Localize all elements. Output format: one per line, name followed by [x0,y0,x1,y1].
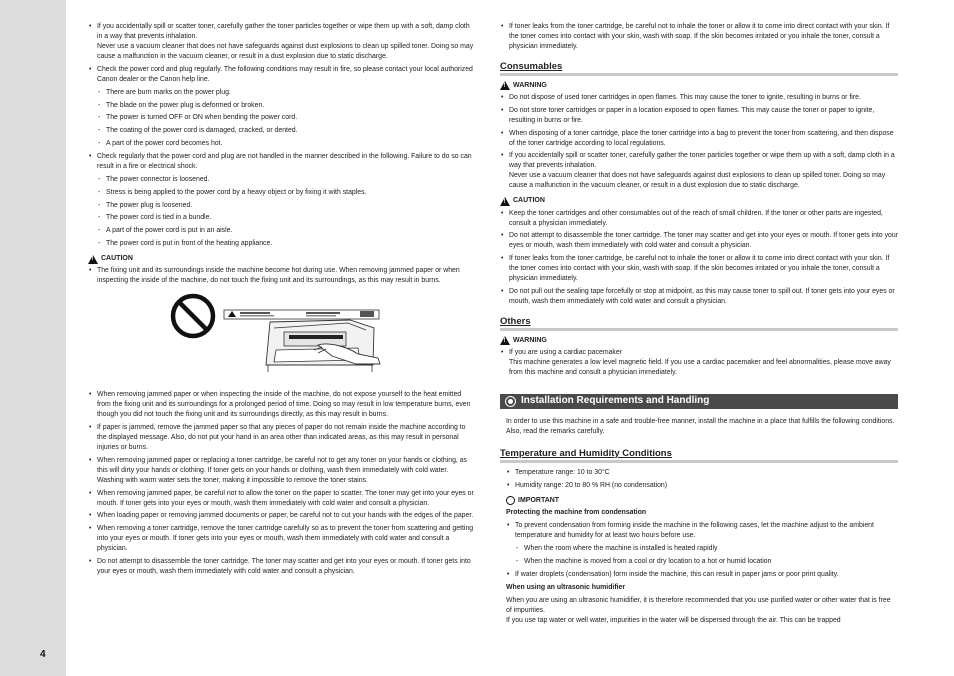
list-item: • If toner leaks from the toner cartridge, be careful not to inhale the toner or allow it to come into direct contact with your skin. If the toner comes into contact with your skin, wash with soap. If the skin becomes irritated or you inhale the toner, consult a physician immediately. [500,254,898,284]
warning-triangle-icon [88,255,98,264]
subheading: When using an ultrasonic humidifier [506,583,626,591]
list-item: • If you accidentally spill or scatter toner, carefully gather the toner particles together or wipe them up with a soft, damp cloth in a way that prevents inhalation. Never use a vacuum cleaner that does not have safeguards against dust explosions to clean up spilled toner. Doing so may cause a malfunction in the vacuum cleaner, or result in a dust explosion due to static discharge. [88,22,476,62]
paragraph: When you are using an ultrasonic humidifier, it is therefore recommended that you use purified water or other water that is free of impurities. [506,596,891,614]
left-column [88,22,476,580]
list-item: • To prevent condensation from forming inside the machine in the following cases, let the machine adjust to the ambient temperature and humidity for at least two hours before use. - When the room where the machine is installed is heated rapidly - When the machine is moved from a cool or dry location to a hot or humid location [506,521,898,567]
page-margin-band [0,0,66,676]
list-item: • Check the power cord and plug regularly. The following conditions may result in fire, so please contact your local authorized Canon dealer or the Canon help line. - There are burn marks on the power plug. - The blade on the power plug is deformed or broken. - The power is turned OFF or ON when bending the power cord. - The coating of the power cord is damaged, cracked, or dented. - A part of the power cord becomes hot. [88,65,476,149]
list-item: • If toner leaks from the toner cartridge, be careful not to inhale the toner or allow it to come into direct contact with your skin. If the toner comes into contact with your skin, wash with soap. If the skin becomes irritated or you inhale the toner, consult a physician immediately. [500,22,898,52]
sub-list-item: - There are burn marks on the power plug. [97,88,476,98]
subheading: Protecting the machine from condensation [506,508,647,516]
fixing-unit-figure [88,290,476,382]
list-item: • When removing jammed paper or replacing a toner cartridge, be careful not to get any toner on your hands or clothing, as this will dirty your hands or clothing. If toner gets on your hands or clothing, wash them immediately with cold water. Washing with warm water sets the toner, making it impossible to remove the toner stains. [88,456,476,486]
toner-leak-list [500,22,898,52]
sub-list-item: - A part of the power cord becomes hot. [97,139,476,149]
safety-list-top [88,22,476,249]
sub-list-item: - The power plug is loosened. [97,201,476,211]
caution-label: ! CAUTION [500,196,898,206]
section-heading-consumables: Consumables [500,62,898,76]
sub-list-item: - The coating of the power cord is damaged, cracked, or dented. [97,126,476,136]
caution-label [88,254,476,264]
right-column [500,22,898,626]
list-item: • Do not attempt to disassemble the toner cartridge. The toner may scatter and get into your eyes or mouth. If toner gets into your eyes or mouth, wash them immediately with cold water and consult a physician. [500,231,898,251]
list-item: • When loading paper or removing jammed documents or paper, be careful not to cut your hands with the edges of the paper. [88,511,476,521]
list-item: • Check regularly that the power cord and plug are not handled in the manner described in the following. Failure to do so can result in a fire or electrical shock. - The power connector is loosened. - Stress is being applied to the power cord by a heavy object or by fixing it with staples. - The power plug is loosened. - The power cord is tied in a bundle. - A part of the power cord is put in an aisle. - The power cord is put in front of the heating appliance. [88,152,476,249]
list-item: • Do not attempt to disassemble the toner cartridge. The toner may scatter and get into your eyes or mouth. If toner gets into your eyes or mouth, wash them immediately with cold water and consult a physician. [88,557,476,577]
list-item: • The fixing unit and its surroundings inside the machine become hot during use. When removing jammed paper or when inspecting the inside of the machine, do not touch the fixing unit and its surroundings, as this may result in burns. [88,266,476,286]
condensation-list [506,521,898,580]
consumables-caution-list [500,209,898,307]
list-item: • If water droplets (condensation) form inside the machine, this can result in paper jams or poor print quality. [506,570,898,580]
sub-list-item: - The blade on the power plug is deformed or broken. [97,101,476,111]
list-item: • When removing a toner cartridge, remove the toner cartridge carefully so as to prevent the toner from scattering and getting into your eyes or mouth. If toner gets into your eyes or mouth, wash them immediately with cold water and consult a physician. [88,524,476,554]
jam-caution-list [88,390,476,577]
list-item: • When removing jammed paper or when inspecting the inside of the machine, do not expose yourself to the heat emitted from the fixing unit and its surroundings for a prolonged period of time. Doing so may result in low temperature burns, even though you did not touch the fixing unit and its surroundings directly, as this may result in burns. [88,390,476,420]
page-number: 4 [40,649,46,660]
list-item: • When disposing of a toner cartridge, place the toner cartridge into a bag to prevent the toner from scattering, and then dispose of the toner cartridge according to local regulations. [500,129,898,149]
list-item: • Temperature range: 10 to 30°C [506,468,898,478]
bullet-circle-icon [506,397,515,406]
sub-list-item: - The power cord is put in front of the heating appliance. [97,239,476,249]
list-item: • If you are using a cardiac pacemaker This machine generates a low level magnetic field. If you use a cardiac pacemaker and feel abnormalities, please move away from this machine and consult a physician immediately. [500,348,898,378]
list-item: • When removing jammed paper, be careful not to allow the toner on the paper to scatter. The toner may get into your eyes or mouth. If toner gets into your eyes or mouth, wash them immediately with cold water and consult a physician. [88,489,476,509]
sub-list-item: - When the machine is moved from a cool or dry location to a hot or humid location [515,557,898,567]
chapter-bar [500,394,898,409]
prohibition-icon [173,296,213,336]
warning-label: ! WARNING [500,81,898,91]
list-item: • Keep the toner cartridges and other consumables out of the reach of small children. If the toner or other parts are ingested, consult a physician immediately. [500,209,898,229]
list-item: • Do not dispose of used toner cartridges in open flames. This may cause the toner to ignite, resulting in burns or fire. [500,93,898,103]
fixing-unit-illustration [88,290,476,382]
section-heading-others: Others [500,317,898,331]
list-item: • Humidity range: 20 to 80 % RH (no condensation) [506,481,898,491]
list-item: • If you accidentally spill or scatter toner, carefully gather the toner particles together or wipe them up with a soft, damp cloth in a way that prevents inhalation. Never use a vacuum cleaner that does not have safeguards against dust explosions to clean up spilled toner. Doing so may cause a malfunction in the vacuum cleaner, or result in a dust explosion due to static discharge. [500,151,898,191]
caution-label-text: CAUTION [101,254,133,262]
list-item: • Do not store toner cartridges or paper in a location exposed to open flames. This may cause the toner or paper to ignite, resulting in burns or fire. [500,106,898,126]
consumables-warning-list [500,93,898,191]
sub-list-item: - When the room where the machine is installed is heated rapidly [515,544,898,554]
warning-label: ! WARNING [500,336,898,346]
install-intro: In order to use this machine in a safe and trouble-free manner, install the machine in a place that fulfills the following conditions. Also, read the remarks carefully. [506,418,895,436]
important-label: IMPORTANT [500,496,898,506]
paragraph: If you use tap water or well water, impurities in the water will be dispersed through the air. This can be trapped [506,616,841,624]
section-heading-temperature: Temperature and Humidity Conditions [500,449,898,463]
list-item: • Do not pull out the sealing tape forcefully or stop at midpoint, as this may cause toner to spill out. If toner gets into your eyes or mouth, wash them immediately with cold water and consult a physician. [500,287,898,307]
warning-triangle-icon [500,336,510,345]
others-warning-list [500,348,898,378]
sub-list-item: - A part of the power cord is put in an aisle. [97,226,476,236]
chapter-title: Installation Requirements and Handling [521,395,710,407]
caution-list [88,266,476,286]
important-icon [506,496,515,505]
temperature-list [500,468,898,491]
sub-list-item: - The power connector is loosened. [97,175,476,185]
list-item: • If paper is jammed, remove the jammed paper so that any pieces of paper do not remain inside the machine according to the displayed message. Also, do not put your hand in an area other than indicated areas, as this may result in personal injuries or burns. [88,423,476,453]
sub-list-item: - The power is turned OFF or ON when bending the power cord. [97,113,476,123]
sub-list-item: - Stress is being applied to the power cord by a heavy object or by fixing it with staples. [97,188,476,198]
warning-triangle-icon [500,197,510,206]
sub-list-item: - The power cord is tied in a bundle. [97,213,476,223]
warning-triangle-icon [500,81,510,90]
